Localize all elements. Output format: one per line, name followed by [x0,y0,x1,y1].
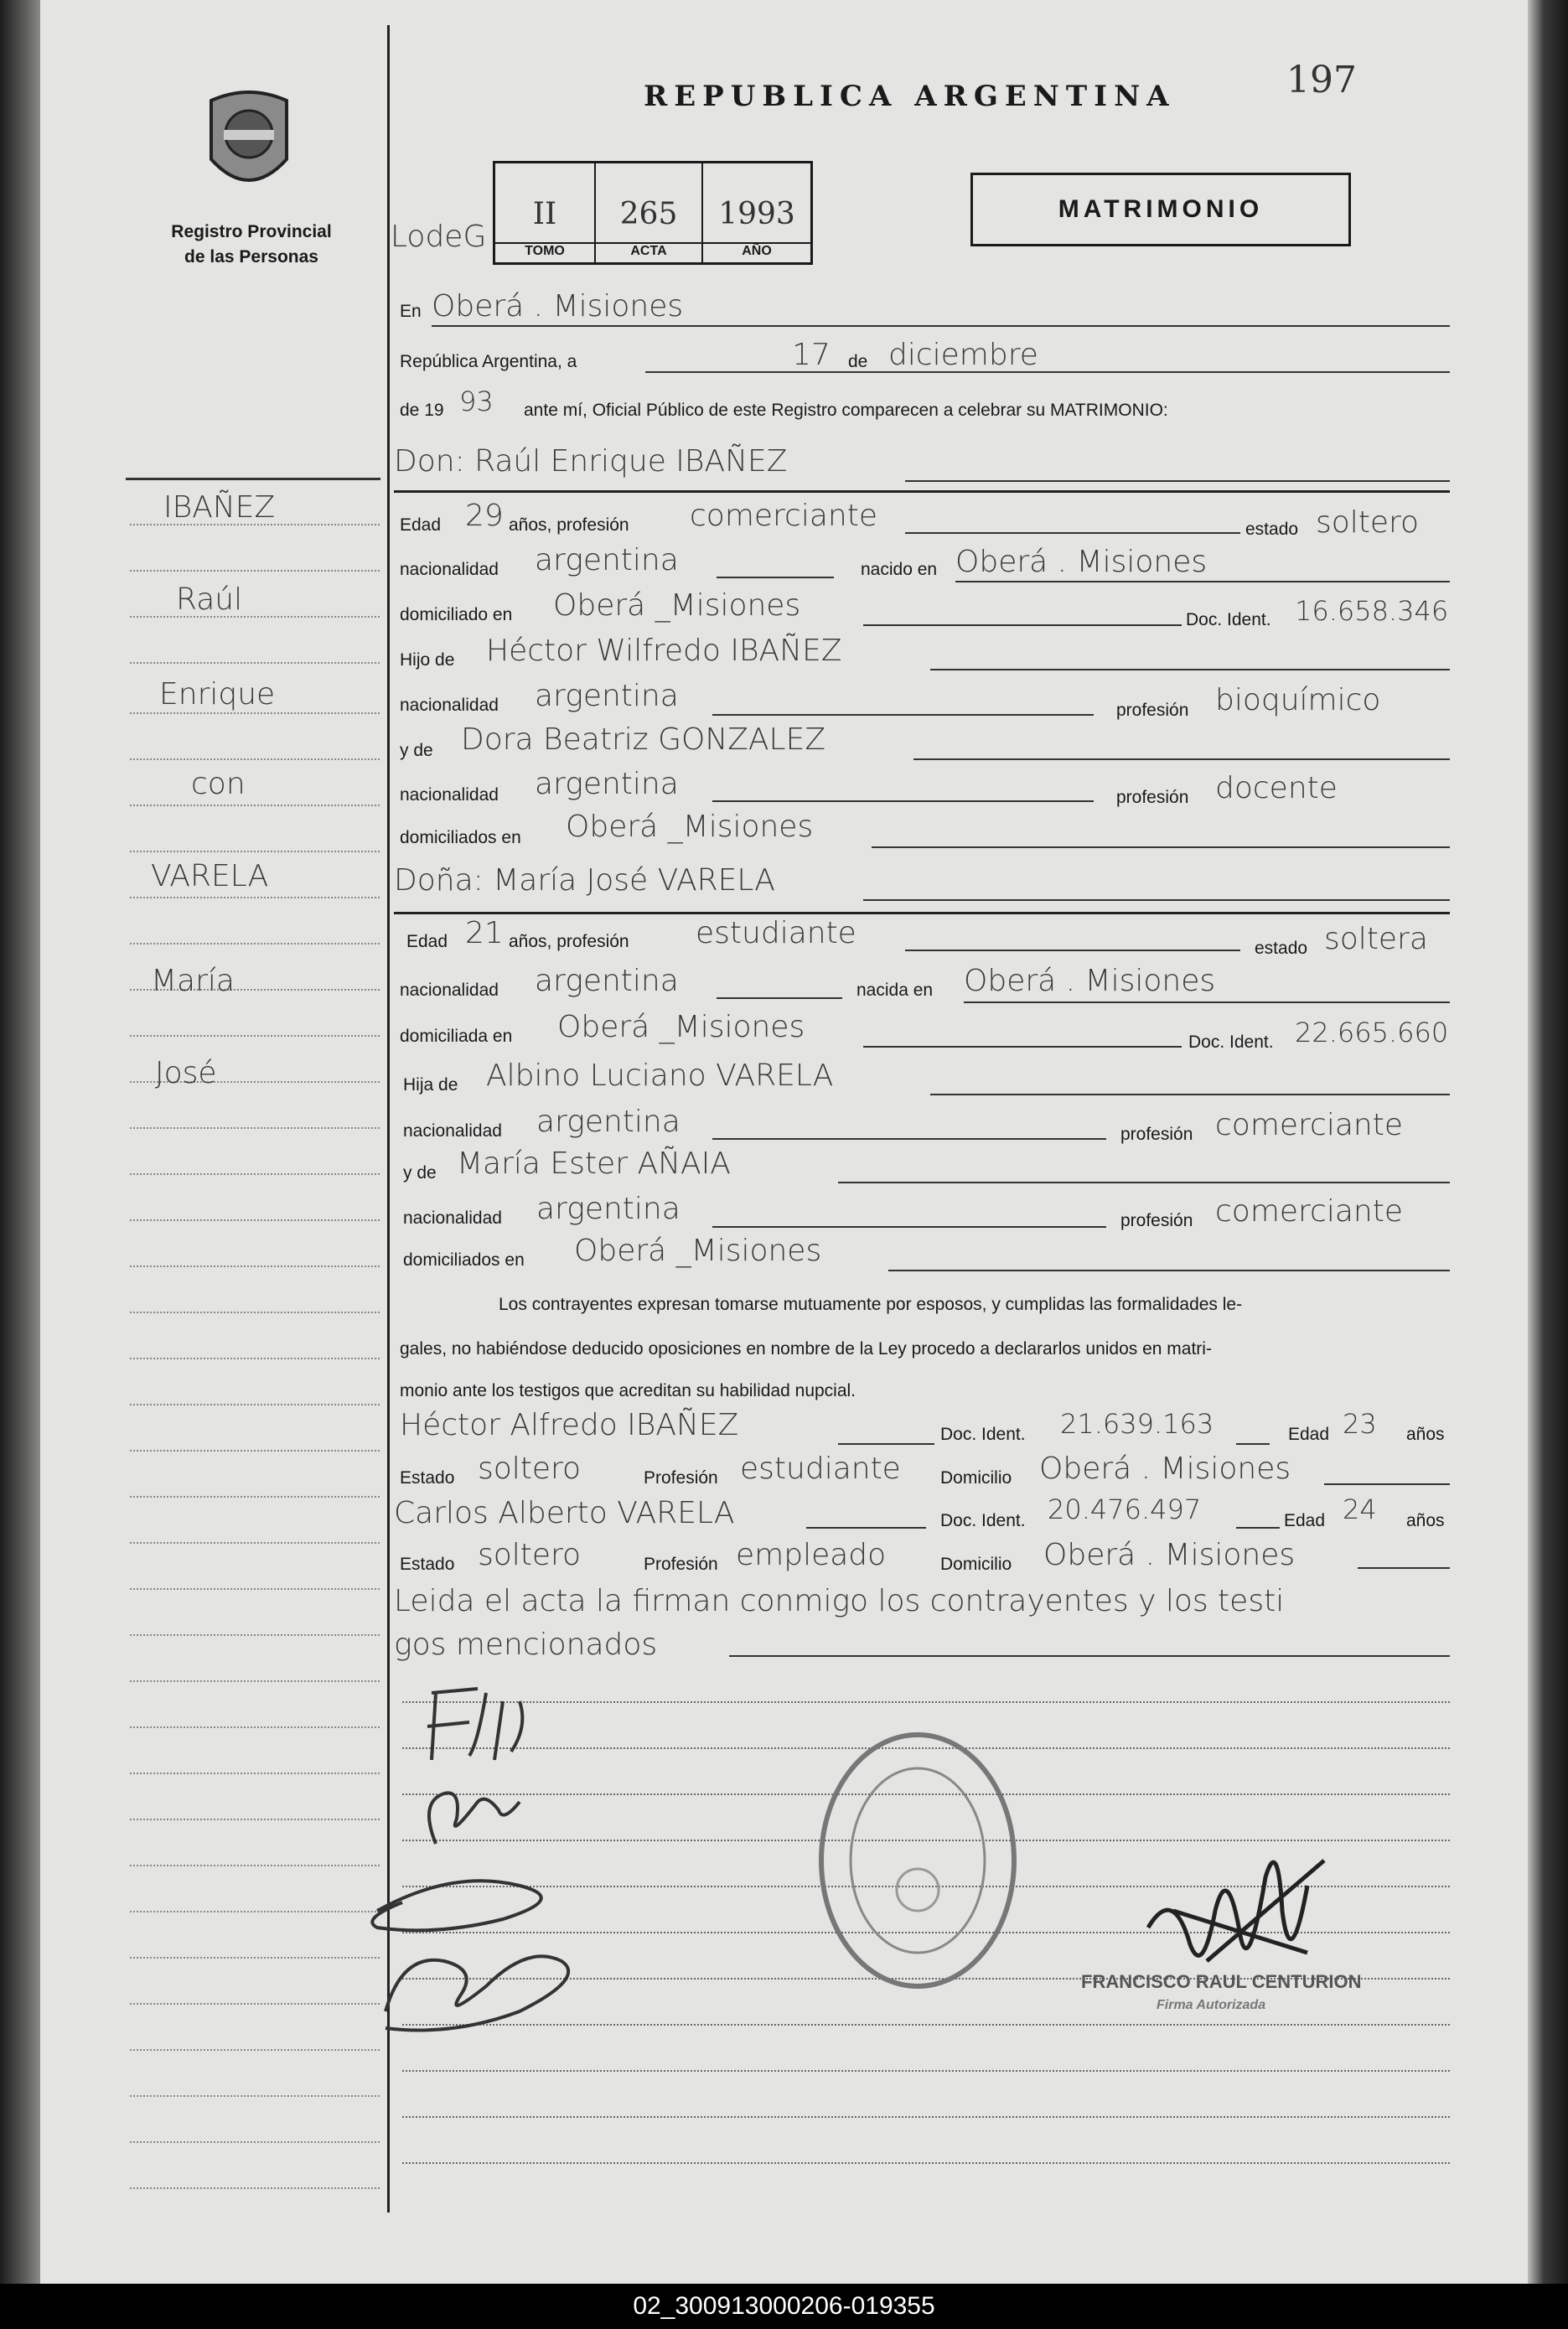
de-label: de [848,352,868,371]
margin-line [130,897,380,898]
bride-doc: 22.665.660 [1295,1017,1449,1048]
intro-month: diciembre [888,338,1038,372]
official-stamp-name: FRANCISCO RAUL CENTURION [1081,1971,1362,1992]
witness1-domicilio-label: Domicilio [940,1468,1012,1488]
year-prefix: de 19 [400,401,444,420]
margin-line [130,1450,380,1452]
groom-estado: soltero [1316,505,1420,540]
bride-madre: María Ester AÑAIA [457,1146,731,1181]
margin-surname-groom: IBAÑEZ [163,490,276,525]
bride-madre-nac: argentina [536,1192,681,1226]
groom-madre-prof-label: profesión [1116,788,1189,807]
groom-padre-prof: bioquímico [1215,683,1381,717]
bride-edad-label: Edad [406,932,448,951]
registry-line2: de las Personas [184,247,318,267]
republica-label: República Argentina, a [400,352,577,371]
tomo-value: II [532,197,557,231]
witness1-profesion: estudiante [740,1452,901,1486]
margin-line [130,1265,380,1267]
margin-line [130,2049,380,2051]
en-label: En [400,302,422,321]
groom-domicilio: Oberá _Misiones [553,588,801,623]
tomo-label: TOMO [495,242,594,259]
witness1-edad-label: Edad [1288,1425,1330,1444]
ano-cell [703,163,810,262]
fill-line [806,1527,926,1529]
declaration-line2: gales, no habiéndose deducido oposiciones en nombre de la Ley procedo a declararlos unidos en matri- [400,1339,1212,1359]
groom-estado-label: estado [1245,520,1299,539]
groom-dom-label: domiciliado en [400,605,513,624]
margin-line [130,805,380,806]
bride-doms-label: domiciliados en [403,1250,525,1270]
groom-nacido-label: nacido en [861,560,938,579]
witness2-domicilio: Oberá . Misiones [1043,1538,1296,1572]
fill-line [905,480,1450,482]
groom-hijo-label: Hijo de [400,650,455,670]
acta-label: ACTA [596,242,701,259]
bride-madre-prof: comerciante [1215,1194,1403,1229]
fill-line [1236,1443,1270,1445]
fill-line [888,1270,1450,1271]
margin-line [130,1358,380,1359]
margin-line [130,1219,380,1221]
groom-padre: Héctor Wilfredo IBAÑEZ [486,634,842,668]
record-type: MATRIMONIO [1058,195,1264,223]
groom-madre-prof: docente [1215,771,1338,805]
groom-profesion: comerciante [690,499,877,533]
country-title: REPUBLICA ARGENTINA [644,80,1176,113]
margin-line [130,1035,380,1037]
bride-name: Doña: María José VARELA [394,863,775,898]
fill-line [712,1226,1106,1228]
margin-line [130,1173,380,1175]
margin-line [130,1957,380,1959]
margin-line [130,943,380,945]
bride-padres-dom: Oberá _Misiones [574,1234,822,1268]
fill-line [913,758,1450,760]
intro-place: Oberá . Misiones [432,289,684,323]
bride-nacida: Oberá . Misiones [964,964,1216,998]
witness2-edad-label: Edad [1284,1511,1326,1530]
margin-line [130,712,380,714]
witness1-edad: 23 [1343,1408,1377,1440]
fill-line [955,581,1450,582]
fill-line [1358,1567,1450,1569]
margin-name1-bride: María [151,964,235,998]
bride-estado: soltera [1324,922,1428,956]
groom-madre: Dora Beatriz GONZALEZ [461,722,826,757]
witness1-profesion-label: Profesión [644,1468,718,1488]
margin-line [130,1542,380,1544]
witness2-edad: 24 [1343,1493,1377,1525]
fill-line [729,1655,1450,1657]
groom-padres-dom: Oberá _Misiones [566,810,814,844]
ruled-line [402,2070,1450,2072]
bride-profesion-label: años, profesión [509,932,629,951]
fill-line [712,714,1094,716]
fill-line [432,325,1450,327]
fill-line [838,1443,934,1445]
fill-line [872,846,1450,848]
bride-padre-prof: comerciante [1215,1108,1403,1142]
witness1-doc: 21.639.163 [1060,1408,1214,1440]
margin-line [130,2141,380,2143]
registry-name [151,220,352,270]
margin-line [130,662,380,664]
groom-nac-label: nacionalidad [400,560,499,579]
fill-line [1236,1527,1280,1529]
witness2-anos-label: años [1406,1511,1445,1530]
ano-value: 1993 [718,197,795,231]
margin-line [130,2187,380,2189]
margin-line [130,1911,380,1912]
fill-line [717,997,842,999]
signatures-scribbles [352,1676,637,2045]
groom-madre-nac: argentina [535,767,679,801]
fill-line [1324,1483,1450,1485]
intro-day: 17 [792,338,831,372]
margin-surname-bride: VARELA [151,859,269,893]
bride-madre-prof-label: profesión [1120,1211,1193,1230]
margin-line [130,1312,380,1313]
code-note: LodeG [391,220,487,254]
groom-doms-label: domiciliados en [400,828,521,847]
ruled-line [402,2162,1450,2164]
closing-line1: Leida el acta la firman conmigo los contrayentes y los testi [394,1584,1285,1618]
witness2-estado-label: Estado [400,1555,455,1574]
margin-line [130,1865,380,1866]
bride-nac-label: nacionalidad [400,981,499,1000]
fill-line [930,1094,1450,1095]
groom-nacionalidad: argentina [535,543,679,577]
bride-doc-label: Doc. Ident. [1188,1033,1274,1052]
margin-line [130,1819,380,1820]
margin-line [130,1496,380,1498]
witness2-profesion: empleado [736,1538,887,1572]
fill-line [930,669,1450,670]
bride-rule [394,912,1450,914]
bride-profesion: estudiante [696,916,856,950]
bride-nacionalidad: argentina [535,964,679,998]
margin-line [130,1127,380,1129]
bride-padre-prof-label: profesión [1120,1125,1193,1144]
margin-line [130,1588,380,1590]
margin-line [130,1773,380,1774]
margin-line [130,570,380,572]
margin-line [130,758,380,760]
declaration-line3: monio ante los testigos que acreditan su habilidad nupcial. [400,1381,856,1400]
bride-padre-nac-label: nacionalidad [403,1121,502,1141]
fill-line [863,624,1182,626]
margin-line [130,2003,380,2005]
witness1-doc-label: Doc. Ident. [940,1425,1026,1444]
ruled-line [402,2116,1450,2118]
fill-line [712,1138,1106,1140]
official-stamp-role: Firma Autorizada [1157,1998,1266,2012]
fill-line [863,1046,1182,1048]
year-suffix: 93 [459,386,494,417]
groom-padre-nac-label: nacionalidad [400,696,499,715]
groom-doc-label: Doc. Ident. [1186,610,1271,629]
groom-yde-label: y de [400,741,433,760]
witness1-anos-label: años [1406,1425,1445,1444]
closing-line2: gos mencionados [394,1628,658,1662]
groom-nacido: Oberá . Misiones [955,545,1208,579]
witness2-name: Carlos Alberto VARELA [394,1496,735,1530]
fill-line [905,532,1240,534]
bride-estado-label: estado [1255,939,1308,958]
acta-value: 265 [619,197,678,231]
margin-rule [126,478,380,480]
margin-line [130,1634,380,1636]
bride-padre: Albino Luciano VARELA [486,1058,834,1093]
official-signature [1123,1810,1341,2028]
witness1-name: Héctor Alfredo IBAÑEZ [400,1408,739,1442]
groom-padre-prof-label: profesión [1116,701,1189,720]
margin-line [130,851,380,852]
registry-line1: Registro Provincial [171,222,332,241]
groom-madre-nac-label: nacionalidad [400,785,499,805]
groom-name: Don: Raúl Enrique IBAÑEZ [394,444,788,479]
bride-padre-nac: argentina [536,1105,681,1139]
coat-of-arms-emblem [194,84,303,201]
bride-dom-label: domiciliada en [400,1027,513,1046]
margin-con: con [191,767,246,801]
declaration-line1: Los contrayentes expresan tomarse mutuamente por esposos, y cumplidas las formalidades le- [499,1295,1243,1314]
margin-line [130,616,380,618]
witness2-doc: 20.476.497 [1048,1493,1202,1525]
groom-doc: 16.658.346 [1295,595,1449,627]
margin-line [130,1404,380,1405]
margin-line [130,1726,380,1728]
groom-edad: 29 [465,499,504,533]
official-seal [813,1722,1022,1999]
fill-line [712,800,1094,802]
margin-line [130,1680,380,1682]
groom-padre-nac: argentina [535,679,679,713]
groom-edad-label: Edad [400,515,442,535]
margin-line [130,2095,380,2097]
witness1-domicilio: Oberá . Misiones [1039,1452,1291,1486]
margin-name2-groom: Enrique [159,677,276,712]
witness1-estado: soltero [478,1452,582,1486]
bride-hija-label: Hija de [403,1075,458,1095]
fill-line [645,371,1450,373]
margin-name2-bride: José [155,1056,217,1090]
witness1-estado-label: Estado [400,1468,455,1488]
bride-edad: 21 [465,916,504,950]
page-edge [1528,0,1568,2284]
bride-yde-label: y de [403,1163,437,1183]
intro-statement: ante mí, Oficial Público de este Registro comparecen a celebrar su MATRIMONIO: [524,401,1168,420]
bride-madre-nac-label: nacionalidad [403,1208,502,1228]
ano-label: AÑO [703,242,810,259]
page-number: 197 [1286,59,1357,101]
fill-line [717,577,834,578]
acta-cell [596,163,703,262]
witness2-profesion-label: Profesión [644,1555,718,1574]
tomo-acta-ano-table [493,161,813,265]
fill-line [905,950,1240,951]
groom-profesion-label: años, profesión [509,515,629,535]
witness2-domicilio-label: Domicilio [940,1555,1012,1574]
tomo-cell [495,163,596,262]
groom-rule [394,490,1450,493]
fill-line [964,1001,1450,1003]
file-identifier: 02_300913000206-019355 [0,2284,1568,2329]
witness2-estado: soltero [478,1538,582,1572]
bride-domicilio: Oberá _Misiones [557,1010,805,1044]
witness2-doc-label: Doc. Ident. [940,1511,1026,1530]
book-binding [0,0,40,2284]
margin-name1-groom: Raúl [176,582,243,617]
bride-nacida-label: nacida en [856,981,934,1000]
fill-line [838,1182,1450,1183]
record-type-box [970,173,1351,246]
fill-line [863,899,1450,901]
